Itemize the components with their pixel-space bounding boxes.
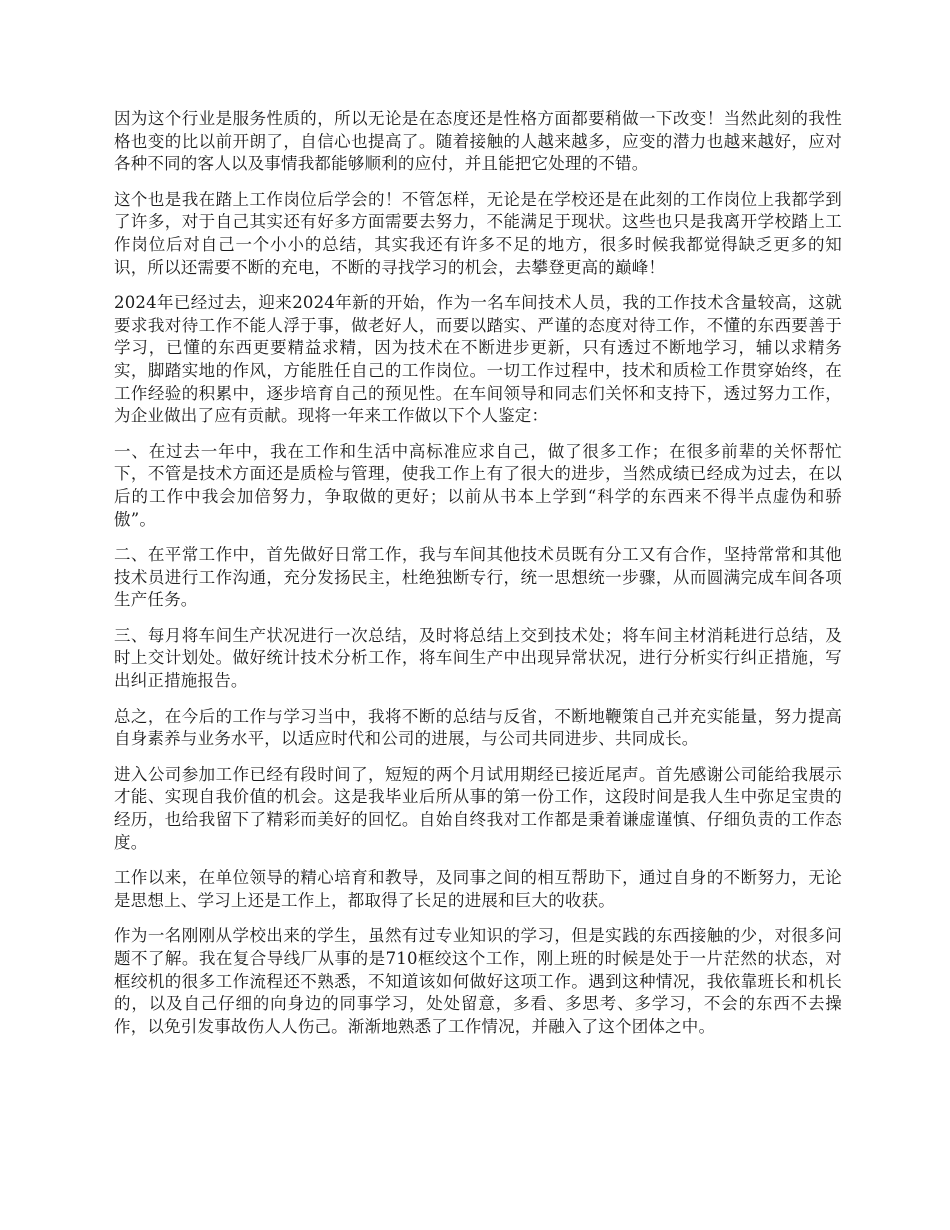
paragraph-new-graduate: 作为一名刚刚从学校出来的学生，虽然有过专业知识的学习，但是实践的东西接触的少，对很多问题不了解。我在复合导线厂从事的是710框绞这个工作，刚上班的时候是处于一片茫然的状态，对框绞机的很多工作流程还不熟悉，不知道该如何做好这项工作。遇到这种情况，我依靠班长和机长的，以及自己仔细的向身边的同事学习，处处留意，多看、多思考、多学习，不会的东西不去操作，以免引发事故伤人人伤己。渐渐地熟悉了工作情况，并融入了这个团体之中。 bbox=[114, 926, 842, 1036]
paragraph-point-one: 一、在过去一年中，我在工作和生活中高标准应求自己，做了很多工作；在很多前辈的关怀帮忙下，不管是技术方面还是质检与管理，使我工作上有了很大的进步，当然成绩已经成为过去，在以后的工作中我会加倍努力，争取做的更好；以前从书本上学到“科学的东西来不得半点虚伪和骄傲”。 bbox=[114, 441, 842, 529]
paragraph-probation-intro: 进入公司参加工作已经有段时间了，短短的两个月试用期经已接近尾声。首先感谢公司能给我展示才能、实现自我价值的机会。这是我毕业后所从事的第一份工作，这段时间是我人生中弥足宝贵的经历，也给我留下了精彩而美好的回忆。自始自终我对工作都是秉着谦虚谨慎、仔细负责的工作态度。 bbox=[114, 764, 842, 852]
document-page bbox=[114, 108, 842, 1051]
paragraph-point-two: 二、在平常工作中，首先做好日常工作，我与车间其他技术员既有分工又有合作，坚持常常和其他技术员进行工作沟通，充分发扬民主，杜绝独断专行，统一思想统一步骤，从而圆满完成车间各项生产任务。 bbox=[114, 545, 842, 610]
paragraph-learning-on-job: 这个也是我在踏上工作岗位后学会的！不管怎样，无论是在学校还是在此刻的工作岗位上我都学到了许多，对于自己其实还有好多方面需要去努力，不能满足于现状。这些也只是我离开学校踏上工作岗位后对自己一个小小的总结，其实我还有许多不足的地方，很多时候我都觉得缺乏更多的知识，所以还需要不断的充电，不断的寻找学习的机会，去攀登更高的巅峰！ bbox=[114, 189, 842, 277]
paragraph-progress: 工作以来，在单位领导的精心培育和教导，及同事之间的相互帮助下，通过自身的不断努力，无论是思想上、学习上还是工作上，都取得了长足的进展和巨大的收获。 bbox=[114, 868, 842, 910]
paragraph-point-three: 三、每月将车间生产状况进行一次总结，及时将总结上交到技术处；将车间主材消耗进行总结，及时上交计划处。做好统计技术分析工作，将车间生产中出现异常状况，进行分析实行纠正措施，写出纠正措施报告。 bbox=[114, 625, 842, 691]
paragraph-attitude-change: 因为这个行业是服务性质的，所以无论是在态度还是性格方面都要稍做一下改变！当然此刻的我性格也变的比以前开朗了，自信心也提高了。随着接触的人越来越多，应变的潜力也越来越好，应对各种不同的客人以及事情我都能够顺利的应付，并且能把它处理的不错。 bbox=[114, 109, 842, 174]
paragraph-year-review-intro: 2024年已经过去，迎来2024年新的开始，作为一名车间技术人员，我的工作技术含量较高，这就要求我对待工作不能人浮于事，做老好人，而要以踏实、严谨的态度对待工作，不懂的东西要善于学习，已懂的东西更要精益求精，因为技术在不断进步更新，只有透过不断地学习，辅以求精务实，脚踏实地的作风，方能胜任自己的工作岗位。一切工作过程中，技术和质检工作贯穿始终，在工作经验的积累中，逐步培育自己的预见性。在车间领导和同志们关怀和支持下，透过努力工作，为企业做出了应有贡献。现将一年来工作做以下个人鉴定： bbox=[114, 293, 842, 426]
paragraph-conclusion: 总之，在今后的工作与学习当中，我将不断的总结与反省，不断地鞭策自己并充实能量，努力提高自身素养与业务水平，以适应时代和公司的进展，与公司共同进步、共同成长。 bbox=[114, 706, 842, 749]
